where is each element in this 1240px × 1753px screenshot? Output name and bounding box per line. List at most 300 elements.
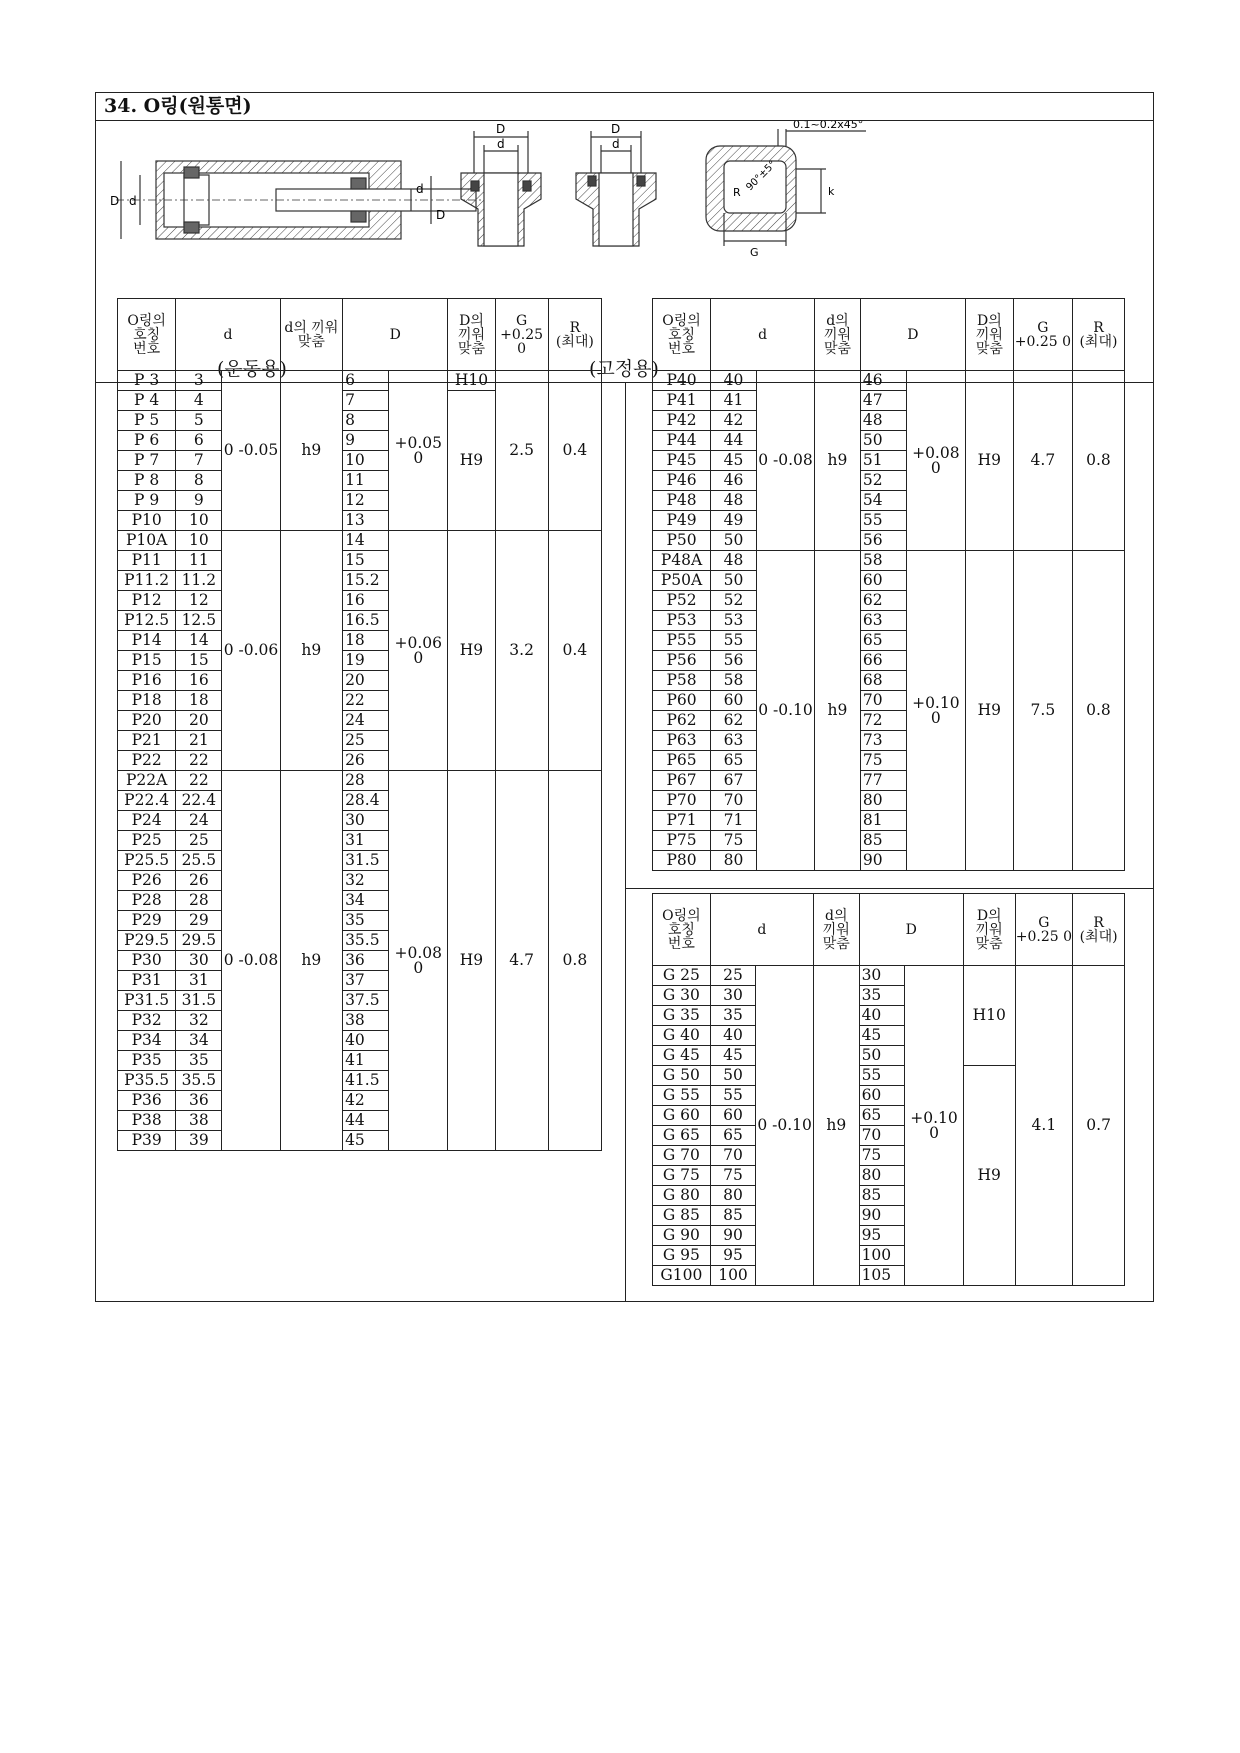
cell-code: P67 xyxy=(653,771,711,791)
cell-R: 0.4 xyxy=(548,531,601,771)
cell-d: 52 xyxy=(711,591,757,611)
cell-code: P 5 xyxy=(118,411,176,431)
cell-D: 85 xyxy=(859,1186,905,1206)
cell-D: 75 xyxy=(859,1146,905,1166)
cell-code: P48 xyxy=(653,491,711,511)
cell-d: 55 xyxy=(711,631,757,651)
cell-code: P71 xyxy=(653,811,711,831)
cell-D: 11 xyxy=(343,471,389,491)
header-R: R (최대) xyxy=(1073,894,1125,966)
table-row xyxy=(653,966,1125,986)
cell-code: P 8 xyxy=(118,471,176,491)
groove-detail-diagram xyxy=(706,129,866,246)
cell-d: 14 xyxy=(176,631,222,651)
cell-d: 55 xyxy=(710,1086,756,1106)
cell-code: P 7 xyxy=(118,451,176,471)
cell-G: 4.7 xyxy=(495,771,548,1151)
cell-d: 4 xyxy=(176,391,222,411)
cell-code: G 30 xyxy=(653,986,711,1006)
header-d: d xyxy=(176,299,280,371)
cell-D: 6 xyxy=(343,371,389,391)
cell-code: G 25 xyxy=(653,966,711,986)
cell-d: 9 xyxy=(176,491,222,511)
cell-code: G 50 xyxy=(653,1066,711,1086)
cell-code: P 4 xyxy=(118,391,176,411)
vertical-divider xyxy=(625,383,626,1301)
cell-code: P48A xyxy=(653,551,711,571)
cell-code: P16 xyxy=(118,671,176,691)
cell-tol-D: +0.08 0 xyxy=(389,771,448,1151)
cell-D: 105 xyxy=(859,1266,905,1286)
cell-d: 10 xyxy=(176,531,222,551)
cell-code: P62 xyxy=(653,711,711,731)
cell-D: 55 xyxy=(859,1066,905,1086)
cell-D: 14 xyxy=(343,531,389,551)
cell-D: 50 xyxy=(860,431,906,451)
cell-d: 50 xyxy=(711,531,757,551)
cell-G: 3.2 xyxy=(495,531,548,771)
cell-code: P28 xyxy=(118,891,176,911)
cell-D: 35.5 xyxy=(343,931,389,951)
cell-D: 60 xyxy=(859,1086,905,1106)
cell-D: 13 xyxy=(343,511,389,531)
cell-code: P56 xyxy=(653,651,711,671)
cell-code: P44 xyxy=(653,431,711,451)
header-d-fit: d의 끼워 맞춤 xyxy=(814,894,860,966)
header-row xyxy=(653,299,1125,371)
spec-table-right-top xyxy=(652,298,1125,871)
cell-D: 9 xyxy=(343,431,389,451)
cell-D: 50 xyxy=(859,1046,905,1066)
cell-D: 62 xyxy=(860,591,906,611)
label-D-fixed2: D xyxy=(611,122,621,136)
cell-D: 10 xyxy=(343,451,389,471)
cell-d: 25 xyxy=(710,966,756,986)
cell-tol-d: 0 -0.05 xyxy=(222,371,280,531)
cell-d: 35 xyxy=(176,1051,222,1071)
cell-D: 30 xyxy=(343,811,389,831)
cell-d: 56 xyxy=(711,651,757,671)
cell-d: 21 xyxy=(176,731,222,751)
cell-code: G 95 xyxy=(653,1246,711,1266)
section-title: 34. O링(원통면) xyxy=(96,93,1153,121)
cell-D: 35 xyxy=(859,986,905,1006)
cell-D: 35 xyxy=(343,911,389,931)
cell-d: 62 xyxy=(711,711,757,731)
cell-d: 22 xyxy=(176,771,222,791)
cell-D: 25 xyxy=(343,731,389,751)
cell-D: 34 xyxy=(343,891,389,911)
header-code: O링의 호칭 번호 xyxy=(653,894,711,966)
cell-D: 19 xyxy=(343,651,389,671)
label-d-fixed1: d xyxy=(497,137,505,151)
cell-D: 58 xyxy=(860,551,906,571)
cell-d-fit: h9 xyxy=(815,551,861,871)
cell-code: P53 xyxy=(653,611,711,631)
cell-D: 36 xyxy=(343,951,389,971)
cell-d: 36 xyxy=(176,1091,222,1111)
cell-d: 38 xyxy=(176,1111,222,1131)
cell-code: P32 xyxy=(118,1011,176,1031)
cell-d: 80 xyxy=(711,851,757,871)
cell-code: P49 xyxy=(653,511,711,531)
header-D: D xyxy=(343,299,448,371)
cell-d: 34 xyxy=(176,1031,222,1051)
cell-D: 100 xyxy=(859,1246,905,1266)
cell-code: P31 xyxy=(118,971,176,991)
cell-D: 7 xyxy=(343,391,389,411)
cell-R: 0.8 xyxy=(1072,551,1124,871)
cell-code: P25.5 xyxy=(118,851,176,871)
cell-code: P 6 xyxy=(118,431,176,451)
cell-d: 11.2 xyxy=(176,571,222,591)
cell-D: 31.5 xyxy=(343,851,389,871)
cell-D: 42 xyxy=(343,1091,389,1111)
cell-D: 40 xyxy=(859,1006,905,1026)
cell-tol-d: 0 -0.10 xyxy=(756,966,814,1286)
cell-d: 16 xyxy=(176,671,222,691)
cell-tol-d: 0 -0.08 xyxy=(222,771,280,1151)
cell-code: G 60 xyxy=(653,1106,711,1126)
cell-code: P40 xyxy=(653,371,711,391)
cell-d: 71 xyxy=(711,811,757,831)
cell-D: 70 xyxy=(860,691,906,711)
table-row xyxy=(118,531,602,551)
cell-D: 18 xyxy=(343,631,389,651)
cell-d: 31 xyxy=(176,971,222,991)
cell-D: 8 xyxy=(343,411,389,431)
cell-code: P25 xyxy=(118,831,176,851)
cell-d: 31.5 xyxy=(176,991,222,1011)
cell-code: G 75 xyxy=(653,1166,711,1186)
cell-D: 12 xyxy=(343,491,389,511)
cell-D: 38 xyxy=(343,1011,389,1031)
cell-d: 10 xyxy=(176,511,222,531)
cell-d: 50 xyxy=(710,1066,756,1086)
cell-d: 45 xyxy=(711,451,757,471)
cell-code: G 65 xyxy=(653,1126,711,1146)
cell-D: 44 xyxy=(343,1111,389,1131)
cell-d: 3 xyxy=(176,371,222,391)
table-row xyxy=(653,551,1125,571)
header-row xyxy=(653,894,1125,966)
cell-d: 95 xyxy=(710,1246,756,1266)
cell-D: 54 xyxy=(860,491,906,511)
cell-d: 70 xyxy=(711,791,757,811)
cell-code: P21 xyxy=(118,731,176,751)
cell-code: P35 xyxy=(118,1051,176,1071)
cell-d: 40 xyxy=(711,371,757,391)
cell-d: 25.5 xyxy=(176,851,222,871)
cell-D: 24 xyxy=(343,711,389,731)
header-d-fit: d의 끼워 맞춤 xyxy=(280,299,342,371)
cell-code: P52 xyxy=(653,591,711,611)
cell-tol-D: +0.10 0 xyxy=(905,966,964,1286)
cell-code: P45 xyxy=(653,451,711,471)
cell-D-fit: H9 xyxy=(965,371,1013,551)
cell-d: 42 xyxy=(711,411,757,431)
cell-d: 11 xyxy=(176,551,222,571)
cell-D-fit: H9 xyxy=(448,531,495,771)
label-d-right: d xyxy=(416,182,424,196)
cell-code: P58 xyxy=(653,671,711,691)
cell-code: G 70 xyxy=(653,1146,711,1166)
table-row xyxy=(118,771,602,791)
cell-code: P46 xyxy=(653,471,711,491)
label-angle: 90°±5° xyxy=(744,158,779,194)
cell-code: P10 xyxy=(118,511,176,531)
cell-d: 20 xyxy=(176,711,222,731)
cell-D: 77 xyxy=(860,771,906,791)
cell-d: 60 xyxy=(711,691,757,711)
label-D-left: D xyxy=(110,194,120,208)
cell-code: P29 xyxy=(118,911,176,931)
cell-code: P42 xyxy=(653,411,711,431)
caption-fixed: (고정용) xyxy=(589,358,659,380)
header-D: D xyxy=(860,299,965,371)
cell-d: 80 xyxy=(710,1186,756,1206)
header-D-fit: D의 끼워 맞춤 xyxy=(965,299,1013,371)
cell-d: 24 xyxy=(176,811,222,831)
cell-D-fit: H9 xyxy=(965,551,1013,871)
cell-code: P18 xyxy=(118,691,176,711)
cell-code: P26 xyxy=(118,871,176,891)
header-G: G +0.25 0 xyxy=(495,299,548,371)
cell-d: 12 xyxy=(176,591,222,611)
cell-code: P22A xyxy=(118,771,176,791)
cell-R: 0.4 xyxy=(548,371,601,531)
cell-D: 55 xyxy=(860,511,906,531)
cell-D: 90 xyxy=(859,1206,905,1226)
cell-code: P63 xyxy=(653,731,711,751)
spec-table-right-bottom xyxy=(652,893,1125,1286)
cell-d: 26 xyxy=(176,871,222,891)
cell-G: 4.1 xyxy=(1015,966,1073,1286)
cell-D: 16 xyxy=(343,591,389,611)
cell-code: P65 xyxy=(653,751,711,771)
label-D-right: D xyxy=(436,208,446,222)
cell-D: 72 xyxy=(860,711,906,731)
cell-D-fit: H9 xyxy=(963,1066,1015,1286)
cell-d: 32 xyxy=(176,1011,222,1031)
cell-code: P15 xyxy=(118,651,176,671)
cell-code: P 9 xyxy=(118,491,176,511)
cell-tol-d: 0 -0.06 xyxy=(222,531,280,771)
cell-code: P50 xyxy=(653,531,711,551)
cell-d: 70 xyxy=(710,1146,756,1166)
cell-d: 75 xyxy=(711,831,757,851)
cell-D: 51 xyxy=(860,451,906,471)
cell-code: P50A xyxy=(653,571,711,591)
cell-code: P35.5 xyxy=(118,1071,176,1091)
cell-D: 85 xyxy=(860,831,906,851)
cell-d: 50 xyxy=(711,571,757,591)
cell-D: 63 xyxy=(860,611,906,631)
cell-d: 29 xyxy=(176,911,222,931)
cell-D: 65 xyxy=(859,1106,905,1126)
cell-code: G 35 xyxy=(653,1006,711,1026)
cell-d: 58 xyxy=(711,671,757,691)
cell-D: 28 xyxy=(343,771,389,791)
cell-D: 16.5 xyxy=(343,611,389,631)
cell-code: P12.5 xyxy=(118,611,176,631)
cell-tol-d: 0 -0.10 xyxy=(756,551,814,871)
header-d: d xyxy=(710,894,813,966)
cell-d: 29.5 xyxy=(176,931,222,951)
cell-code: P12 xyxy=(118,591,176,611)
label-R: R xyxy=(733,186,741,199)
label-k: k xyxy=(828,185,835,198)
cell-d: 44 xyxy=(711,431,757,451)
cell-code: P29.5 xyxy=(118,931,176,951)
cell-D: 81 xyxy=(860,811,906,831)
cell-D: 32 xyxy=(343,871,389,891)
cell-D: 37 xyxy=(343,971,389,991)
cell-D-fit-h10: H10 xyxy=(963,966,1015,1066)
cell-D: 31 xyxy=(343,831,389,851)
caption-moving: (운동용) xyxy=(217,358,287,380)
header-code: O링의 호칭 번호 xyxy=(653,299,711,371)
label-G: G xyxy=(750,246,759,259)
cell-G: 7.5 xyxy=(1013,551,1072,871)
label-chamfer: 0.1~0.2x45° xyxy=(793,121,864,131)
cell-tol-D: +0.08 0 xyxy=(906,371,965,551)
cell-R: 0.8 xyxy=(548,771,601,1151)
cell-code: P34 xyxy=(118,1031,176,1051)
cell-D: 52 xyxy=(860,471,906,491)
cell-G: 2.5 xyxy=(495,371,548,531)
cell-D: 90 xyxy=(860,851,906,871)
cell-D: 60 xyxy=(860,571,906,591)
cell-code: P 3 xyxy=(118,371,176,391)
cell-code: P10A xyxy=(118,531,176,551)
cell-d: 22.4 xyxy=(176,791,222,811)
cell-code: P11.2 xyxy=(118,571,176,591)
cell-code: G 55 xyxy=(653,1086,711,1106)
header-d-fit: d의 끼워 맞춤 xyxy=(815,299,861,371)
cell-D: 45 xyxy=(343,1131,389,1151)
cell-d: 8 xyxy=(176,471,222,491)
cell-D: 20 xyxy=(343,671,389,691)
cell-d: 35.5 xyxy=(176,1071,222,1091)
cell-D: 15.2 xyxy=(343,571,389,591)
cell-code: G 85 xyxy=(653,1206,711,1226)
header-G: G +0.25 0 xyxy=(1013,299,1072,371)
cell-D: 80 xyxy=(860,791,906,811)
cell-d: 41 xyxy=(711,391,757,411)
cell-D-fit: H9 xyxy=(448,391,495,531)
header-R: R (최대) xyxy=(548,299,601,371)
cell-d: 6 xyxy=(176,431,222,451)
cell-D: 40 xyxy=(343,1031,389,1051)
cell-d: 46 xyxy=(711,471,757,491)
cell-d: 5 xyxy=(176,411,222,431)
spec-table-left xyxy=(117,298,602,1151)
cell-code: P11 xyxy=(118,551,176,571)
cell-R: 0.8 xyxy=(1072,371,1124,551)
cell-D: 41.5 xyxy=(343,1071,389,1091)
cell-D: 46 xyxy=(860,371,906,391)
header-row xyxy=(118,299,602,371)
cell-d: 85 xyxy=(710,1206,756,1226)
cell-d: 65 xyxy=(710,1126,756,1146)
cell-D: 56 xyxy=(860,531,906,551)
cell-tol-d: 0 -0.08 xyxy=(756,371,814,551)
cell-D: 73 xyxy=(860,731,906,751)
cell-d: 65 xyxy=(711,751,757,771)
cell-d: 60 xyxy=(710,1106,756,1126)
cell-d: 49 xyxy=(711,511,757,531)
header-R: R (최대) xyxy=(1072,299,1124,371)
header-d: d xyxy=(711,299,815,371)
header-code: O링의 호칭 번호 xyxy=(118,299,176,371)
label-d-fixed2: d xyxy=(612,137,620,151)
cell-d: 67 xyxy=(711,771,757,791)
cell-d: 48 xyxy=(711,551,757,571)
cell-tol-D: +0.05 0 xyxy=(389,371,448,531)
cell-code: P22.4 xyxy=(118,791,176,811)
cell-D: 65 xyxy=(860,631,906,651)
cell-D: 47 xyxy=(860,391,906,411)
cell-code: P31.5 xyxy=(118,991,176,1011)
cell-G: 4.7 xyxy=(1013,371,1072,551)
cell-R: 0.7 xyxy=(1073,966,1125,1286)
cell-D: 80 xyxy=(859,1166,905,1186)
cell-d: 75 xyxy=(710,1166,756,1186)
cell-d: 12.5 xyxy=(176,611,222,631)
cell-code: P20 xyxy=(118,711,176,731)
cell-D: 22 xyxy=(343,691,389,711)
header-D-fit: D의 끼워 맞춤 xyxy=(448,299,495,371)
cell-D: 45 xyxy=(859,1026,905,1046)
cell-d: 35 xyxy=(710,1006,756,1026)
cell-d-fit: h9 xyxy=(280,771,342,1151)
cell-tol-D: +0.06 0 xyxy=(389,531,448,771)
label-D-fixed1: D xyxy=(496,122,506,136)
cell-d: 30 xyxy=(710,986,756,1006)
cell-code: P14 xyxy=(118,631,176,651)
table-row xyxy=(653,371,1125,391)
cell-d: 53 xyxy=(711,611,757,631)
cell-d: 40 xyxy=(710,1026,756,1046)
cell-code: P60 xyxy=(653,691,711,711)
cell-D: 26 xyxy=(343,751,389,771)
cell-code: P22 xyxy=(118,751,176,771)
cell-code: P55 xyxy=(653,631,711,651)
cell-D: 48 xyxy=(860,411,906,431)
cell-D: 70 xyxy=(859,1126,905,1146)
cell-code: P36 xyxy=(118,1091,176,1111)
cell-code: G 80 xyxy=(653,1186,711,1206)
cell-code: P39 xyxy=(118,1131,176,1151)
motion-diagram xyxy=(116,161,486,239)
cell-D-fit: H9 xyxy=(448,771,495,1151)
cell-code: G100 xyxy=(653,1266,711,1286)
cell-D: 68 xyxy=(860,671,906,691)
cell-code: P80 xyxy=(653,851,711,871)
cell-code: P38 xyxy=(118,1111,176,1131)
cell-d-fit: h9 xyxy=(280,531,342,771)
cell-d: 48 xyxy=(711,491,757,511)
cell-D: 15 xyxy=(343,551,389,571)
cell-d-fit: h9 xyxy=(815,371,861,551)
cell-d: 39 xyxy=(176,1131,222,1151)
horizontal-divider xyxy=(625,888,1153,889)
cell-d: 7 xyxy=(176,451,222,471)
cell-d: 30 xyxy=(176,951,222,971)
cell-D: 75 xyxy=(860,751,906,771)
cell-D: 95 xyxy=(859,1226,905,1246)
